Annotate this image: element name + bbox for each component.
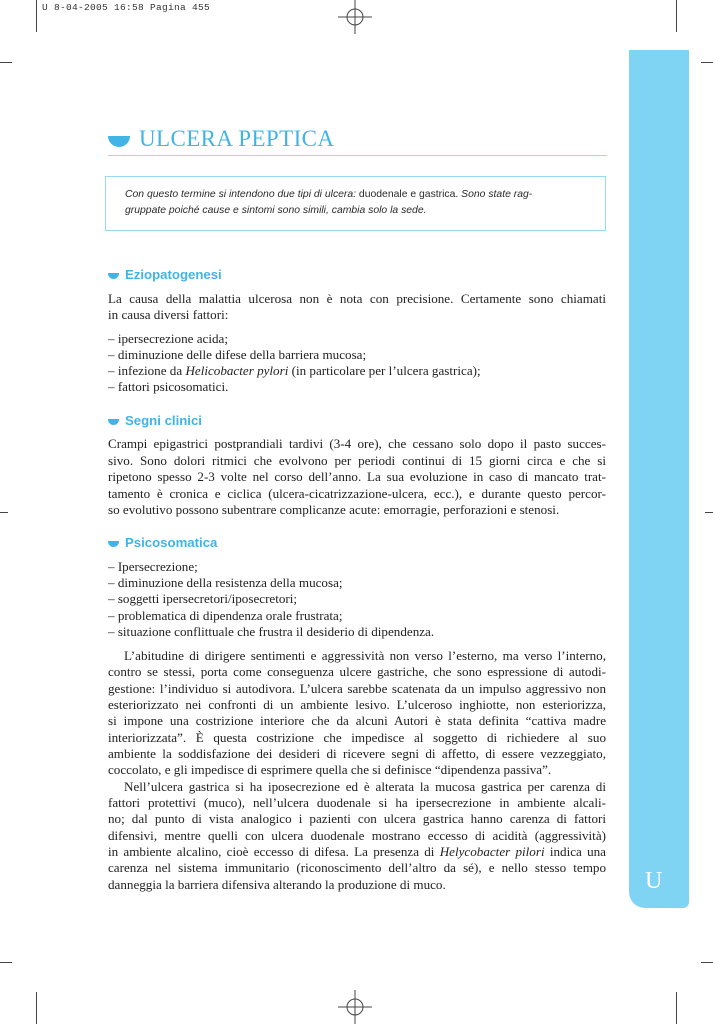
bowl-icon [108, 273, 119, 279]
thumb-tab [629, 50, 689, 908]
text-line: tamento è cronica e ciclica (ulcera-cicatrizzazione-ulcera, ecc.), e durante questo percor- [108, 486, 606, 501]
registration-mark-top [338, 0, 372, 34]
list-item: – ipersecrezione acida; [108, 331, 228, 346]
text-line: esteriorizzato nei confronti di un ambiente lesivo. L’ulceroso inghiotte, non esteriorizza, [108, 697, 606, 712]
list-item: – situazione conflittuale che frustra il desiderio di dipendenza. [108, 624, 435, 639]
list-item: – fattori psicosomatici. [108, 379, 229, 394]
crop-mark [705, 512, 713, 513]
list-item: – Ipersecrezione; [108, 559, 198, 574]
text-line: Nell’ulcera gastrica si ha iposecrezione ed è alterata la mucosa gastrica per carenza di [124, 779, 606, 794]
text-italic: Helycobacter pilori [439, 844, 545, 859]
crop-mark [36, 992, 37, 1024]
list-item [108, 363, 481, 379]
printer-slug: U 8-04-2005 16:58 Pagina 455 [42, 2, 211, 13]
intro-text [125, 187, 590, 219]
text-line: interiorizzata”. È questa costrizione che impedisce al soggetto di richiedere al suo [108, 730, 606, 745]
text-line: no; dal punto di vista analogico i pazienti con ulcera gastrica hanno carenza di fattori [108, 811, 606, 826]
text-line: difensivi, mentre quelli con ulcera duodenale mostrano eccesso di acidità (aggressività) [108, 828, 606, 843]
text-line: ambiente la soddisfazione dei desideri di ricevere segni di affetto, di essere vezzeggiato, [108, 746, 606, 761]
text-line: gestione: l’individuo si autodivora. L’ulcera sarebbe scatenata da un impulso aggressivo non [108, 681, 606, 696]
text-line: L’abitudine di dirigere sentimenti e aggressività non verso l’esterno, ma verso l’interno, [124, 648, 606, 663]
list-item: – diminuzione delle difese della barriera mucosa; [108, 347, 367, 362]
text-line: so evolutivo possono subentrare complicanze acute: emorragie, perforazioni e stenosi. [108, 502, 560, 517]
crop-mark [701, 962, 713, 963]
text-line: La causa della malattia ulcerosa non è nota con precisione. Certamente sono chiamati [108, 291, 606, 306]
heading-psicosomatica-label: Psicosomatica [125, 534, 218, 550]
heading-eziopatogenesi [108, 265, 222, 283]
page-title-row [108, 124, 334, 154]
text-line: Crampi epigastrici postprandiali tardivi (3-4 ore), che cessano solo dopo il pasto succes- [108, 436, 606, 451]
heading-psicosomatica [108, 533, 217, 551]
text-post: indica una [544, 844, 606, 859]
text-line: ripetono spesso 2-3 volte nel corso dell’anno. La sua evoluzione in caso di mancato trat- [108, 469, 606, 484]
intro-line-2: gruppate poiché cause e sintomi sono simili, cambia solo la sede. [125, 205, 427, 216]
title-rule [108, 155, 607, 156]
page-title: ULCERA PEPTICA [139, 126, 335, 151]
registration-mark-bottom [338, 990, 372, 1024]
crop-mark [701, 62, 713, 63]
heading-segni-clinici-label: Segni clinici [125, 412, 202, 428]
intro-roman-1: duodenale e gastrica. [356, 189, 459, 200]
text-line: si impone una costrizione interiore che da alcuni Autori è stata definita “cattiva madre [108, 713, 606, 728]
bowl-icon [108, 136, 130, 147]
crop-mark [676, 0, 677, 32]
text-line: fattori protettivi (muco), nell’ulcera duodenale si ha ipersecrezione in ambiente alcali- [108, 795, 606, 810]
thumb-tab-letter: U [645, 868, 663, 894]
text-line: in causa diversi fattori: [108, 307, 229, 322]
text-line: carenza nel sistema immunitario (riconoscimento dell’altro da sé), e nello stesso tempo [108, 860, 606, 875]
crop-mark [0, 62, 12, 63]
heading-segni-clinici [108, 411, 202, 429]
list-item: – problematica di dipendenza orale frustrata; [108, 608, 343, 623]
crop-mark [36, 0, 37, 32]
list-item-pre: – infezione da [108, 363, 186, 378]
crop-mark [0, 512, 8, 513]
bowl-icon [108, 419, 119, 425]
text-line: sivo. Sono dolori ritmici che evolvono per periodi continui di 15 giorni circa e che si [108, 453, 606, 468]
intro-italic-2: Sono state rag- [458, 189, 533, 200]
list-item: – soggetti ipersecretori/iposecretori; [108, 591, 298, 606]
list-item: – diminuzione della resistenza della mucosa; [108, 575, 343, 590]
text-line: contro se stessi, porta come conseguenza ulcere gastriche, che sono espressione di autodi- [108, 664, 606, 679]
crop-mark [676, 992, 677, 1024]
crop-mark [0, 962, 12, 963]
text-line: danneggia la barriera difensiva alterando la produzione di muco. [108, 877, 446, 892]
intro-italic-1: Con questo termine si intendono due tipi di ulcera: [125, 189, 357, 200]
text-line [108, 844, 606, 860]
list-item-italic: Helicobacter pylori [185, 363, 289, 378]
heading-eziopatogenesi-label: Eziopatogenesi [125, 266, 222, 282]
text-line: coccolato, e gli impedisce di esprimere quella che si definisce “dipendenza passiva”. [108, 762, 552, 777]
list-item-post: (in particolare per l’ulcera gastrica); [288, 363, 481, 378]
bowl-icon [108, 541, 119, 547]
text-pre: in ambiente alcalino, cioè eccesso di difesa. La presenza di [108, 844, 440, 859]
